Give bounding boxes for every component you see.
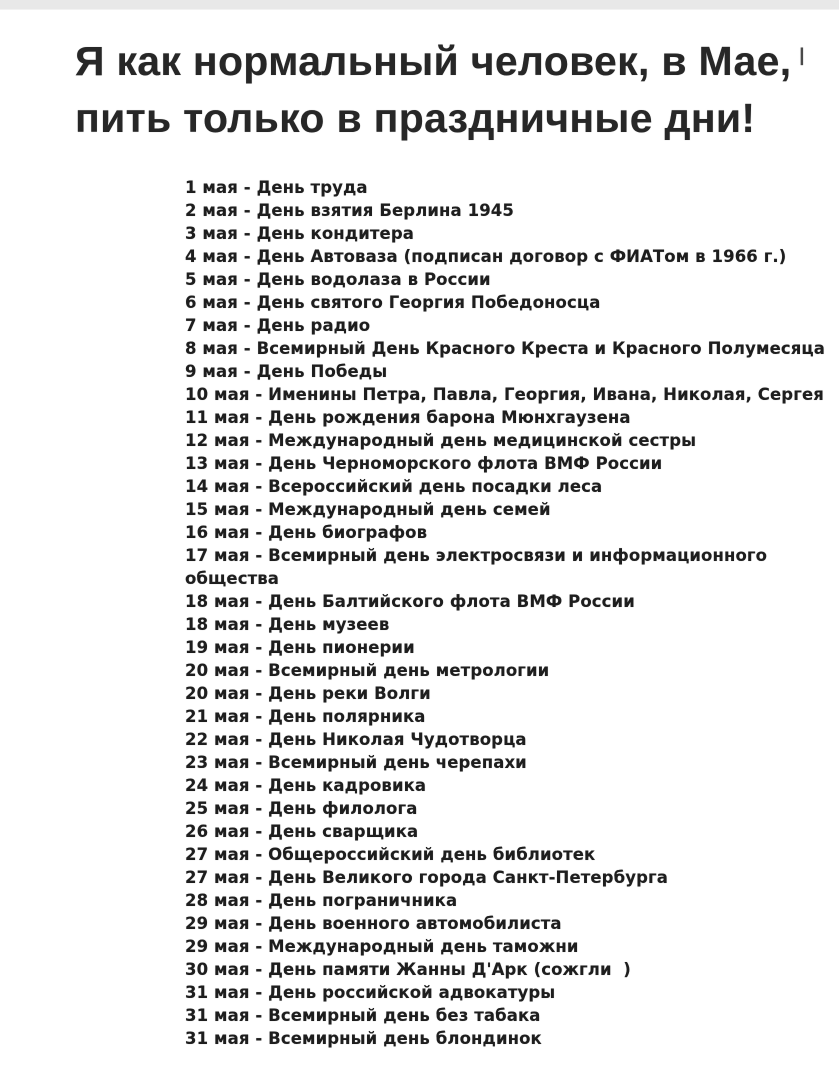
list-line: 8 мая - Всемирный День Красного Креста и Красного Полумесяца [185,339,825,358]
list-line: 12 мая - Международный день медицинской сестры [185,431,697,450]
list-line: 6 мая - День святого Георгия Победоносца [185,293,601,312]
list-line: 16 мая - День биографов [185,523,428,542]
list-line: 20 мая - День реки Волги [185,684,431,703]
list-line: 29 мая - Международный день таможни [185,937,579,956]
list-line: 24 мая - День кадровика [185,776,427,795]
list-line: 7 мая - День радио [185,316,371,335]
list-line: 28 мая - День пограничника [185,891,458,910]
title-line-2: пить только в праздничные дни! [75,95,756,141]
list-line: 17 мая - Всемирный день электросвязи и информационного [185,546,768,565]
list-line: 31 мая - Всемирный день без табака [185,1006,541,1025]
list-line: 23 мая - Всемирный день черепахи [185,753,527,772]
list-line: 18 мая - День Балтийского флота ВМФ России [185,592,635,611]
list-line: 27 мая - Общероссийский день библиотек [185,845,596,864]
list-line: 3 мая - День кондитера [185,224,414,243]
title-line-1: Я как нормальный человек, в Мае, [75,38,792,84]
list-line: 10 мая - Именины Петра, Павла, Георгия, Ивана, Николая, Сергея [185,385,824,404]
list-line: 21 мая - День полярника [185,707,426,726]
list-line: 2 мая - День взятия Берлина 1945 [185,201,514,220]
cutoff-character: | [799,45,805,65]
list-line: 15 мая - Международный день семей [185,500,551,519]
holidays-list [185,176,825,1050]
list-line: 25 мая - День филолога [185,799,418,818]
list-line: 14 мая - Всероссийский день посадки леса [185,477,603,496]
list-line: 31 мая - Всемирный день блондинок [185,1029,542,1048]
list-line: 30 мая - День памяти Жанны Д'Арк (сожгли ) [185,960,631,979]
list-line: 4 мая - День Автоваза (подписан договор с ФИАТом в 1966 г.) [185,247,787,266]
list-line: 27 мая - День Великого города Санкт-Петербурга [185,868,668,887]
meme-title [75,27,805,147]
list-line: 22 мая - День Николая Чудотворца [185,730,527,749]
list-line: общества [185,569,280,588]
list-line: 20 мая - Всемирный день метрологии [185,661,550,680]
list-line: 19 мая - День пионерии [185,638,415,657]
list-line: 9 мая - День Победы [185,362,388,381]
list-line: 13 мая - День Черноморского флота ВМФ России [185,454,663,473]
top-strip [0,0,839,10]
list-line: 1 мая - День труда [185,178,368,197]
list-line: 5 мая - День водолаза в России [185,270,491,289]
list-line: 18 мая - День музеев [185,615,390,634]
list-line: 31 мая - День российской адвокатуры [185,983,556,1002]
list-line: 29 мая - День военного автомобилиста [185,914,562,933]
list-line: 26 мая - День сварщика [185,822,419,841]
list-line: 11 мая - День рождения барона Мюнхгаузена [185,408,631,427]
